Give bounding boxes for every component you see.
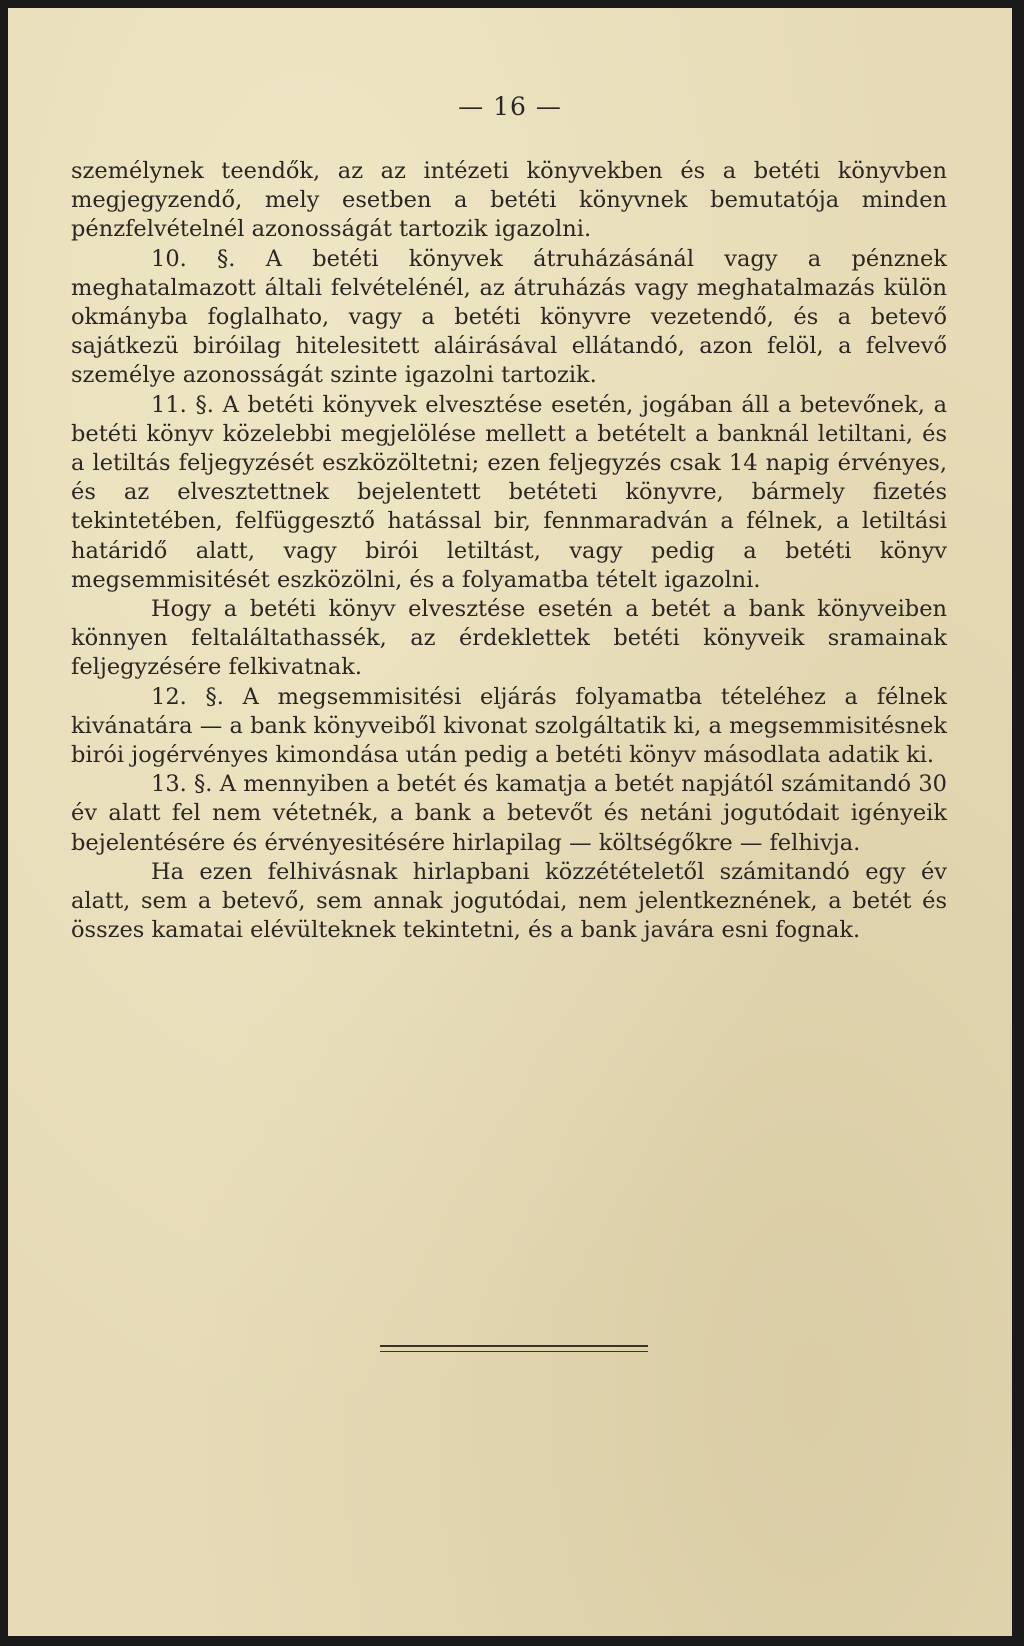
- document-page: [8, 8, 1012, 1636]
- paragraph-section-10: 10. §. A betéti könyvek átruházásánál vagy a pénznek meghatalmazott általi felvételénél, az átruházás vagy meghatalmazás külön okmányba foglalhato, vagy a betéti könyvre vezetendő, és a betevő sajátkezü biróilag hitelesitett aláirásával ellátandó, azon felöl, a felvevő személye azonosságát szinte igazolni tartozik.: [71, 245, 947, 389]
- document-body: [71, 157, 947, 945]
- paragraph-lost-book-note: Hogy a betéti könyv elvesztése esetén a betét a bank könyveiben könnyen feltaláltathassék, az érdeklettek betéti könyveik sramainak feljegyzésére felkivatnak.: [71, 596, 947, 681]
- end-divider-rule-thin: [380, 1351, 648, 1352]
- paragraph-expiry-note: Ha ezen felhivásnak hirlapbani közzétételetől számitandó egy év alatt, sem a betevő, sem annak jogutódai, nem jelentkeznének, a betét és összes kamatai elévülteknek tekintetni, és a bank javára esni fognak.: [71, 858, 947, 944]
- end-divider-rule: [380, 1345, 648, 1347]
- page-number: — 16 —: [458, 92, 562, 121]
- paragraph-section-11: 11. §. A betéti könyvek elvesztése esetén, jogában áll a betevőnek, a betéti könyv közelebbi megjelölése mellett a betételt a banknál letiltani, és a letiltás feljegyzését eszközöltetni; ezen feljegyzés csak 14 napig érvényes, és az elvesztettnek bejelentett betéteti könyvre, bármely fizetés tekintetében, felfüggesztő hatással bir, fennmaradván a félnek, a letiltási határidő alatt, vagy birói letiltást, vagy pedig a betéti könyv megsemmisitését eszközölni, és a folyamatba tételt igazolni.: [71, 391, 947, 593]
- paragraph-section-12: 12. §. A megsemmisitési eljárás folyamatba tételéhez a félnek kivánatára — a bank könyveiből kivonat szolgáltatik ki, a megsemmisitésnek birói jogérvényes kimondása után pedig a betéti könyv másodlata adatik ki.: [71, 683, 947, 769]
- paragraph-section-13: 13. §. A mennyiben a betét és kamatja a betét napjától számitandó 30 év alatt fel nem vétetnék, a bank a betevőt és netáni jogutódait igényeik bejelentésére és érvényesitésére hirlapilag — költségőkre — felhivja.: [71, 771, 947, 856]
- paragraph-continuation: személynek teendők, az az intézeti könyvekben és a betéti könyvben megjegyzendő, mely esetben a betéti könyvnek bemutatója minden pénzfelvételnél azonosságát tartozik igazolni.: [71, 158, 947, 243]
